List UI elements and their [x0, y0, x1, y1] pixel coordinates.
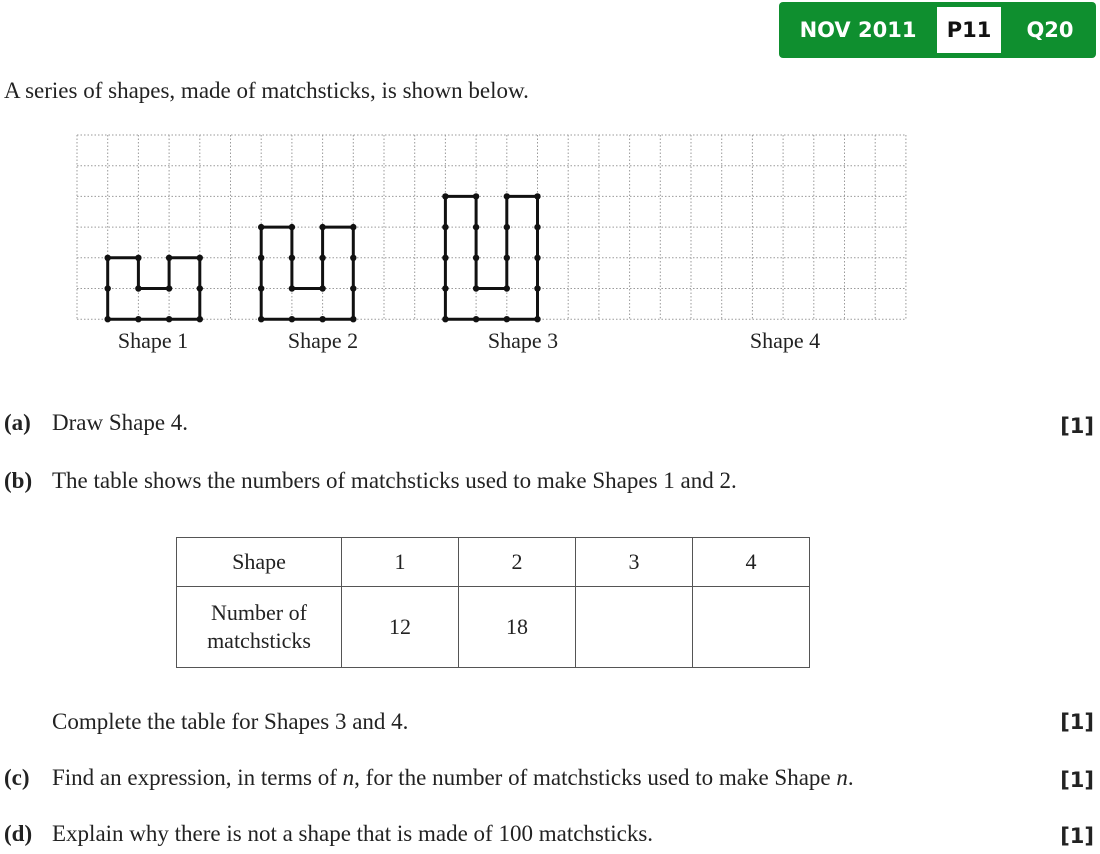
matchstick-joint	[135, 285, 141, 291]
table-cell-count-1: 12	[342, 587, 459, 668]
matchstick-joint	[504, 255, 510, 261]
matchstick-joint	[442, 316, 448, 322]
matchstick-joint	[319, 285, 325, 291]
part-b-text: The table shows the numbers of matchsticks used to make Shapes 1 and 2.	[52, 468, 737, 493]
matchstick-joint	[473, 193, 479, 199]
matchstick-joint	[289, 285, 295, 291]
matchstick-joint	[135, 255, 141, 261]
part-a-label: (a)	[4, 410, 31, 435]
paper-label: P11	[937, 7, 1001, 53]
shape-3-label: Shape 3	[487, 328, 559, 353]
matchstick-joint	[166, 316, 172, 322]
matchstick-joint	[442, 255, 448, 261]
part-b-instruction: Complete the table for Shapes 3 and 4.	[52, 709, 409, 734]
matchstick-joint	[442, 193, 448, 199]
matchstick-joint	[135, 316, 141, 322]
part-c-label: (c)	[4, 765, 30, 790]
matchstick-joint	[473, 224, 479, 230]
matchstick-joint	[504, 316, 510, 322]
table-cell-count-3[interactable]	[576, 587, 693, 668]
part-c-variable-2: n	[836, 765, 848, 790]
matchstick-joint	[319, 224, 325, 230]
table-row	[177, 538, 810, 587]
matchstick-joint	[197, 285, 203, 291]
part-b-label: (b)	[4, 468, 33, 493]
part-c-text-after: .	[847, 765, 854, 790]
matchstick-joint	[350, 285, 356, 291]
matchstick-joint	[197, 316, 203, 322]
matchstick-joint	[258, 316, 264, 322]
table-cell-shape-1: 1	[342, 538, 459, 587]
matchstick-joint	[442, 285, 448, 291]
matchstick-joint	[319, 255, 325, 261]
matchstick-joint	[166, 255, 172, 261]
part-c-text-before: Find an expression, in terms of	[52, 765, 343, 790]
session-label: NOV 2011	[799, 18, 917, 42]
matchstick-joint	[473, 255, 479, 261]
matchstick-joint	[105, 255, 111, 261]
matchstick-joint	[319, 316, 325, 322]
shape-2-outline	[261, 227, 353, 319]
matchstick-joint	[534, 224, 540, 230]
shape-4-label: Shape 4	[749, 328, 821, 353]
part-a-marks: [1]	[1060, 414, 1094, 438]
matchstick-joint	[534, 285, 540, 291]
shape-2-label: Shape 2	[287, 328, 359, 353]
question-number-label: Q20	[1026, 18, 1074, 42]
matchstick-table	[176, 537, 810, 668]
matchstick-figure	[0, 0, 1100, 380]
table-cell-shape-4: 4	[693, 538, 810, 587]
table-cell-shape-3: 3	[576, 538, 693, 587]
matchstick-joint	[534, 255, 540, 261]
part-c-text-middle: , for the number of matchsticks used to make Shape	[354, 765, 837, 790]
matchstick-joint	[197, 255, 203, 261]
matchstick-joint	[258, 285, 264, 291]
matchstick-joint	[350, 224, 356, 230]
part-b-marks: [1]	[1060, 710, 1094, 734]
matchstick-joint	[350, 255, 356, 261]
part-a-text: Draw Shape 4.	[52, 410, 189, 435]
table-row	[177, 587, 810, 668]
table-cell-count-4[interactable]	[693, 587, 810, 668]
matchstick-joint	[289, 224, 295, 230]
table-header-count	[177, 587, 342, 668]
intro-text: A series of shapes, made of matchsticks, is shown below.	[4, 78, 529, 103]
matchstick-joint	[504, 193, 510, 199]
matchstick-joint	[289, 255, 295, 261]
part-d-text: Explain why there is not a shape that is made of 100 matchsticks.	[52, 821, 654, 846]
part-c-marks: [1]	[1060, 768, 1094, 792]
matchstick-joint	[258, 224, 264, 230]
matchstick-joint	[473, 316, 479, 322]
table-cell-count-2: 18	[459, 587, 576, 668]
part-c-text	[52, 765, 854, 791]
matchstick-joint	[504, 285, 510, 291]
matchstick-joint	[166, 285, 172, 291]
matchstick-joint	[350, 316, 356, 322]
matchstick-joint	[289, 316, 295, 322]
matchstick-joint	[504, 224, 510, 230]
part-d-label: (d)	[4, 821, 33, 846]
matchstick-joint	[473, 285, 479, 291]
table-header-count-text: Number of matchsticks	[207, 600, 311, 653]
matchstick-joint	[105, 316, 111, 322]
shape-1-label: Shape 1	[117, 328, 189, 353]
matchstick-joint	[442, 224, 448, 230]
matchstick-joint	[534, 193, 540, 199]
matchstick-joint	[258, 255, 264, 261]
part-c-variable: n	[342, 765, 355, 790]
table-header-shape: Shape	[177, 538, 342, 587]
matchstick-joint	[534, 316, 540, 322]
dotted-grid	[77, 135, 906, 319]
table-cell-shape-2: 2	[459, 538, 576, 587]
matchstick-joint	[105, 285, 111, 291]
part-d-marks: [1]	[1060, 824, 1094, 848]
